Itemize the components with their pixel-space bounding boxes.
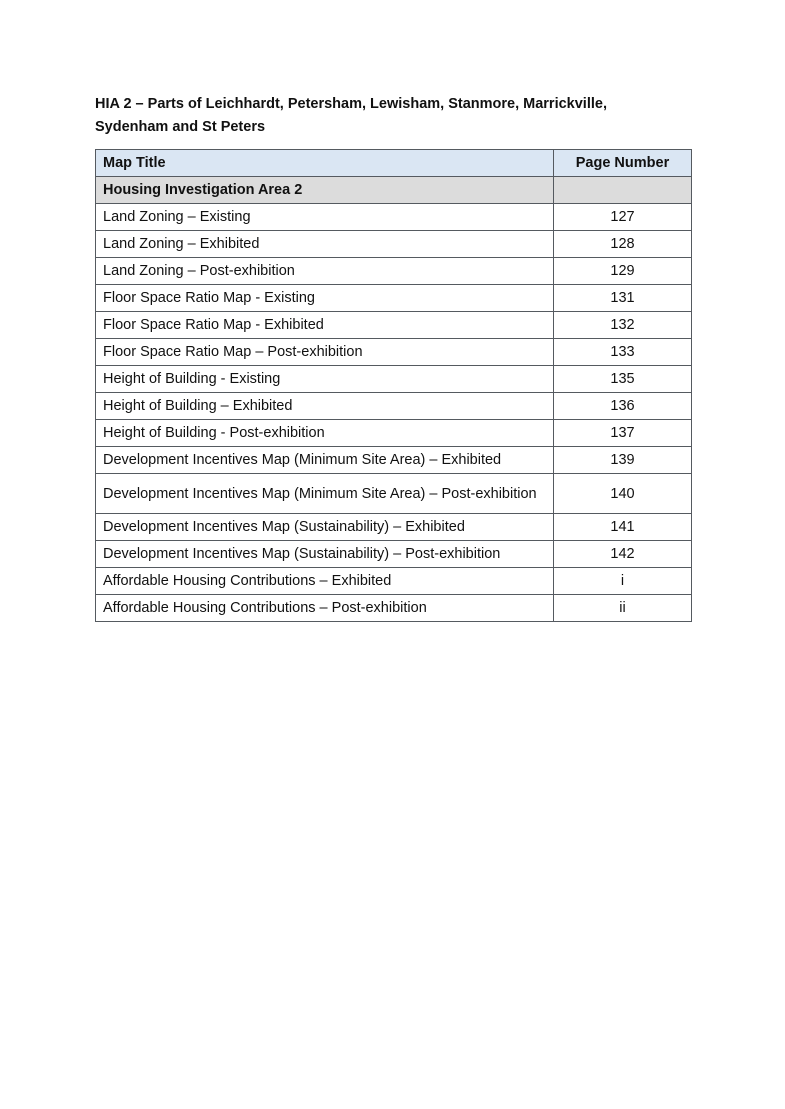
- table-row: [96, 312, 692, 339]
- map-title-cell: Land Zoning – Post-exhibition: [96, 258, 554, 285]
- table-row: [96, 568, 692, 595]
- page-number-cell: 132: [554, 312, 692, 339]
- page-number-cell: 141: [554, 514, 692, 541]
- page-number-cell: 137: [554, 420, 692, 447]
- map-title-cell: Affordable Housing Contributions – Post-exhibition: [96, 595, 554, 622]
- section-page-cell: [554, 177, 692, 204]
- map-title-cell: Development Incentives Map (Sustainability) – Exhibited: [96, 514, 554, 541]
- table-row: [96, 595, 692, 622]
- map-title-cell: Floor Space Ratio Map - Existing: [96, 285, 554, 312]
- map-title-cell: Development Incentives Map (Sustainability) – Post-exhibition: [96, 541, 554, 568]
- header-map-title: Map Title: [96, 150, 554, 177]
- header-page-number: Page Number: [554, 150, 692, 177]
- table-row: [96, 393, 692, 420]
- page-number-cell: 127: [554, 204, 692, 231]
- table-row: [96, 285, 692, 312]
- map-title-cell: Height of Building – Exhibited: [96, 393, 554, 420]
- page-number-cell: 133: [554, 339, 692, 366]
- page-number-cell: i: [554, 568, 692, 595]
- map-title-cell: Floor Space Ratio Map – Post-exhibition: [96, 339, 554, 366]
- section-row: [96, 177, 692, 204]
- map-title-cell: Affordable Housing Contributions – Exhibited: [96, 568, 554, 595]
- table-row: [96, 258, 692, 285]
- table-row: [96, 420, 692, 447]
- page-heading: [95, 93, 695, 139]
- map-title-cell: Floor Space Ratio Map - Exhibited: [96, 312, 554, 339]
- map-title-cell: Development Incentives Map (Minimum Site Area) – Exhibited: [96, 447, 554, 474]
- page-number-cell: 136: [554, 393, 692, 420]
- page-number-cell: 139: [554, 447, 692, 474]
- map-title-cell: Height of Building - Existing: [96, 366, 554, 393]
- table-row: [96, 541, 692, 568]
- page-number-cell: 135: [554, 366, 692, 393]
- page-number-cell: ii: [554, 595, 692, 622]
- section-label: Housing Investigation Area 2: [96, 177, 554, 204]
- table-row: [96, 339, 692, 366]
- heading-line-2: Sydenham and St Peters: [95, 119, 266, 135]
- table-row: [96, 447, 692, 474]
- table-row: [96, 231, 692, 258]
- heading-line-1: HIA 2 – Parts of Leichhardt, Petersham, Lewisham, Stanmore, Marrickville,: [95, 96, 607, 112]
- page-number-cell: 131: [554, 285, 692, 312]
- table-row: [96, 366, 692, 393]
- table-row: [96, 514, 692, 541]
- page-number-cell: 128: [554, 231, 692, 258]
- map-title-cell: Land Zoning – Existing: [96, 204, 554, 231]
- table-row: [96, 204, 692, 231]
- map-index-table: [95, 149, 692, 622]
- map-title-cell: Land Zoning – Exhibited: [96, 231, 554, 258]
- table-header-row: [96, 150, 692, 177]
- map-title-cell: Development Incentives Map (Minimum Site Area) – Post-exhibition: [96, 474, 554, 514]
- map-title-cell: Height of Building - Post-exhibition: [96, 420, 554, 447]
- page-number-cell: 129: [554, 258, 692, 285]
- table-row: [96, 474, 692, 514]
- page-number-cell: 142: [554, 541, 692, 568]
- page-number-cell: 140: [554, 474, 692, 514]
